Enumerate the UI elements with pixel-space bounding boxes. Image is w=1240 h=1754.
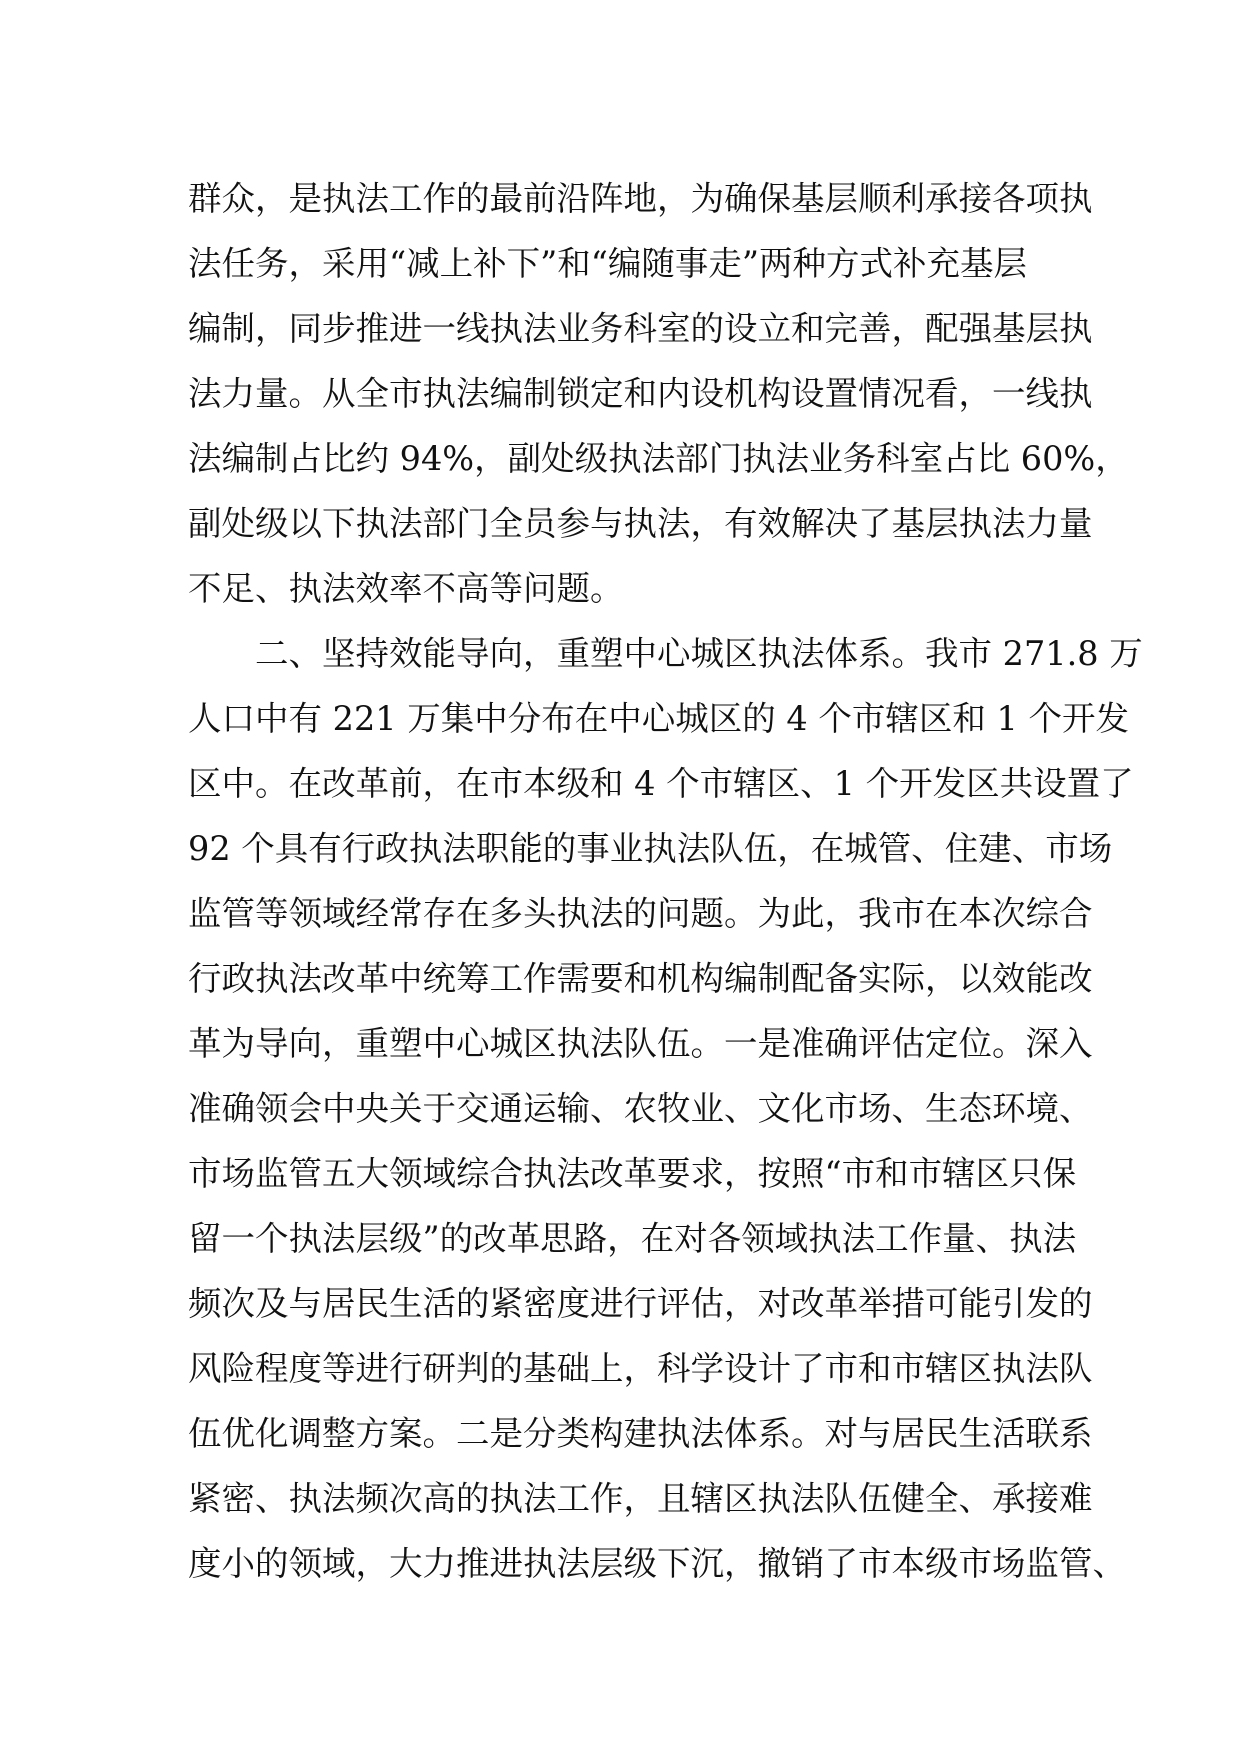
- text-line: 行政执法改革中统筹工作需要和机构编制配备实际，以效能改: [188, 959, 1093, 998]
- text-line: 法力量。从全市执法编制锁定和内设机构设置情况看，一线执: [188, 374, 1093, 413]
- body-text: [188, 166, 1143, 1596]
- text-line: 编制，同步推进一线执法业务科室的设立和完善，配强基层执: [188, 309, 1093, 348]
- text-line: 区中。在改革前，在市本级和 4 个市辖区、1 个开发区共设置了: [188, 764, 1134, 803]
- text-line: 人口中有 221 万集中分布在中心城区的 4 个市辖区和 1 个开发: [188, 699, 1129, 738]
- text-line: 群众，是执法工作的最前沿阵地，为确保基层顺利承接各项执: [188, 179, 1093, 218]
- section-heading-line: 二、坚持效能导向，重塑中心城区执法体系。我市 271.8 万: [255, 634, 1143, 673]
- text-line: 留一个执法层级”的改革思路，在对各领域执法工作量、执法: [188, 1219, 1077, 1258]
- text-line: 度小的领域，大力推进执法层级下沉，撤销了市本级市场监管、: [188, 1544, 1126, 1583]
- text-line: 副处级以下执法部门全员参与执法，有效解决了基层执法力量: [188, 504, 1093, 543]
- text-line: 频次及与居民生活的紧密度进行评估，对改革举措可能引发的: [188, 1284, 1093, 1323]
- text-line: 风险程度等进行研判的基础上，科学设计了市和市辖区执法队: [188, 1349, 1093, 1388]
- text-line: 法任务，采用“减上补下”和“编随事走”两种方式补充基层: [188, 244, 1028, 283]
- text-line: 紧密、执法频次高的执法工作，且辖区执法队伍健全、承接难: [188, 1479, 1093, 1518]
- text-line: 革为导向，重塑中心城区执法队伍。一是准确评估定位。深入: [188, 1024, 1093, 1063]
- text-line: 监管等领域经常存在多头执法的问题。为此，我市在本次综合: [188, 894, 1093, 933]
- text-line: 市场监管五大领域综合执法改革要求，按照“市和市辖区只保: [188, 1154, 1077, 1193]
- text-line: 准确领会中央关于交通运输、农牧业、文化市场、生态环境、: [188, 1089, 1093, 1128]
- text-line: 法编制占比约 94%，副处级执法部门执法业务科室占比 60%，: [188, 439, 1129, 478]
- text-line: 伍优化调整方案。二是分类构建执法体系。对与居民生活联系: [188, 1414, 1093, 1453]
- text-line: 不足、执法效率不高等问题。: [188, 569, 624, 608]
- text-line: 92 个具有行政执法职能的事业执法队伍，在城管、住建、市场: [188, 829, 1113, 868]
